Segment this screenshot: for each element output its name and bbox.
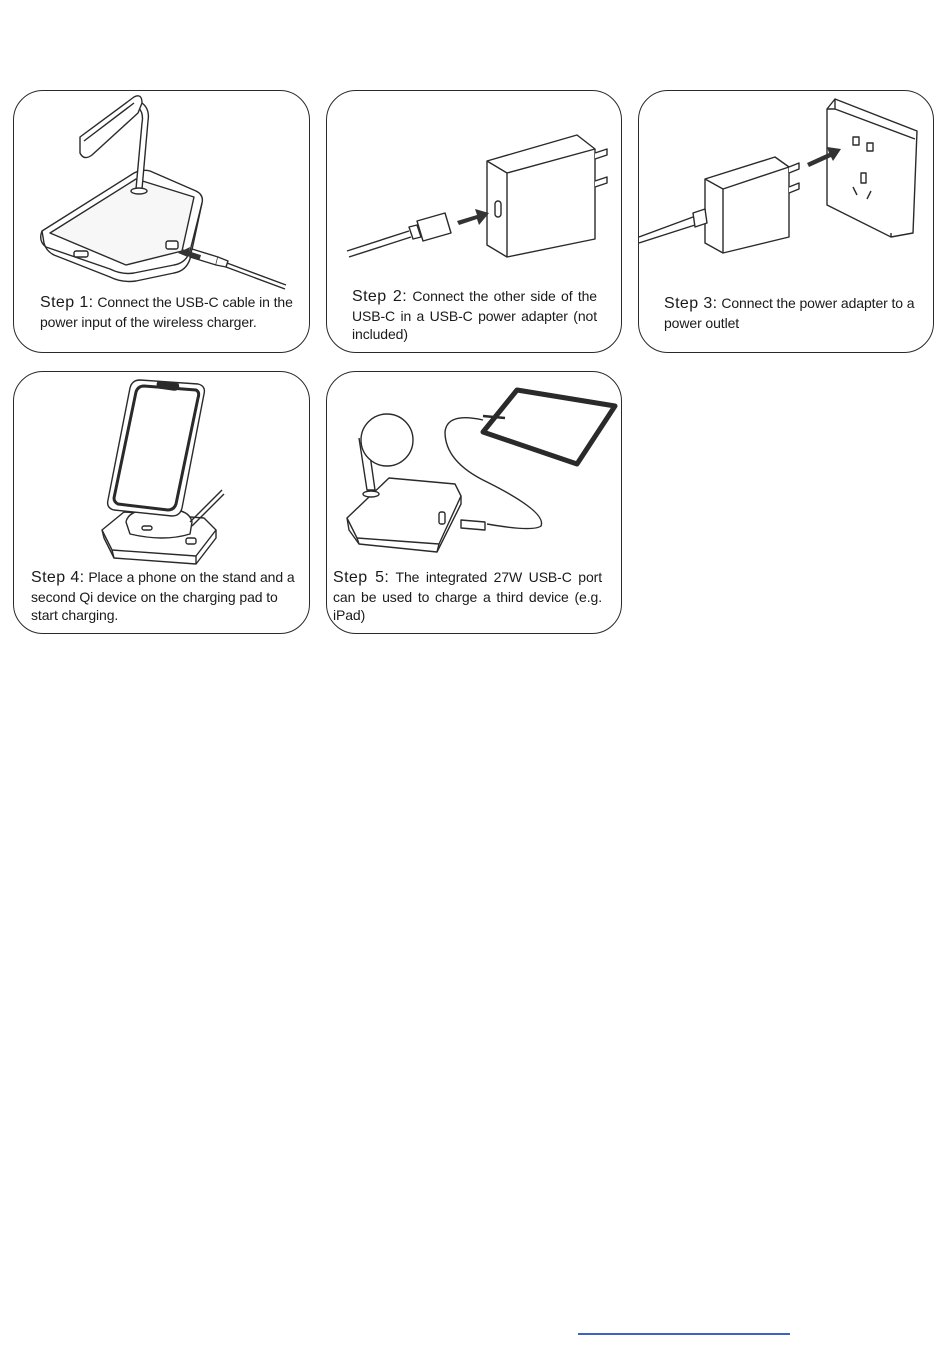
step-4-label: Step 4: xyxy=(31,569,85,586)
step-4-card xyxy=(13,371,310,634)
step-5-label: Step 5: xyxy=(333,569,390,586)
step-1-caption xyxy=(40,293,306,331)
step-5-card xyxy=(326,371,622,634)
step-3-text: Connect the power adapter to a power outlet xyxy=(664,295,915,331)
footer-link-underline[interactable] xyxy=(578,1333,790,1335)
step-4-caption xyxy=(31,568,303,625)
step-3-label: Step 3: xyxy=(664,295,718,312)
step-5-caption xyxy=(333,568,602,625)
step-2-text: Connect the other side of the USB-C in a USB-C power adapter (not included) xyxy=(352,288,597,342)
step-1-label: Step 1: xyxy=(40,294,94,311)
step-3-caption xyxy=(664,294,926,332)
step-2-label: Step 2: xyxy=(352,288,408,305)
step-5-text: The integrated 27W USB-C port can be used to charge a third device (e.g. iPad) xyxy=(333,569,602,623)
step-1-text: Connect the USB-C cable in the power input of the wireless charger. xyxy=(40,294,293,330)
step-1-card xyxy=(13,90,310,353)
step-3-card xyxy=(638,90,934,353)
step-2-caption xyxy=(352,287,597,344)
step-2-card xyxy=(326,90,622,353)
step-4-text: Place a phone on the stand and a second Qi device on the charging pad to start charging. xyxy=(31,569,295,623)
